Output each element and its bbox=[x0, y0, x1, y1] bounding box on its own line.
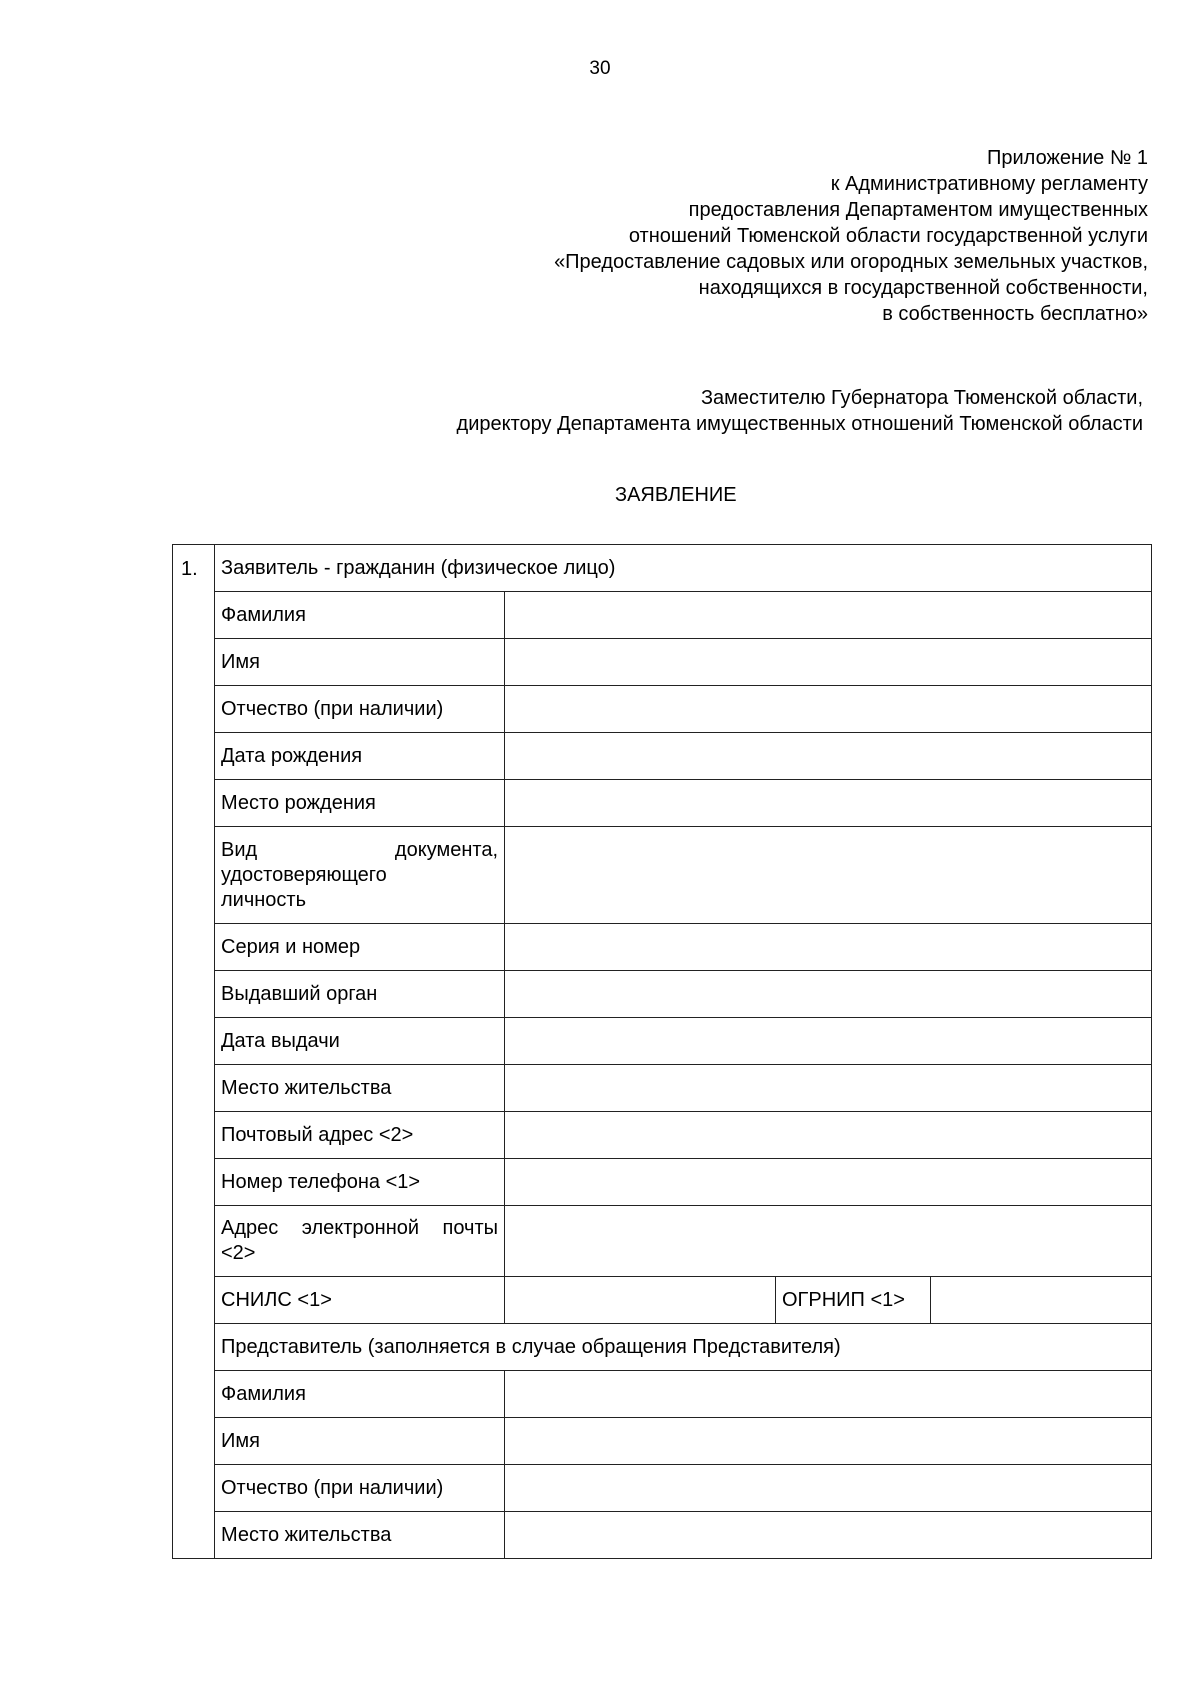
addressee-block bbox=[243, 385, 1143, 437]
rep-input-residence[interactable] bbox=[505, 1512, 1152, 1559]
field-label-birth-date: Дата рождения bbox=[215, 733, 505, 780]
rep-label-name: Имя bbox=[215, 1418, 505, 1465]
field-input-surname[interactable] bbox=[505, 592, 1152, 639]
field-input-name[interactable] bbox=[505, 639, 1152, 686]
field-label-phone: Номер телефона <1> bbox=[215, 1159, 505, 1206]
appendix-header bbox=[328, 145, 1148, 327]
field-input-birth-date[interactable] bbox=[505, 733, 1152, 780]
applicant-header-row bbox=[173, 545, 1152, 592]
field-label-ogrnip: ОГРНИП <1> bbox=[776, 1277, 931, 1324]
field-label-surname: Фамилия bbox=[215, 592, 505, 639]
id-document-label-line: личность bbox=[221, 888, 307, 911]
form-row bbox=[173, 780, 1152, 827]
field-input-series-number[interactable] bbox=[505, 924, 1152, 971]
field-label-email: Адрес электронной почты <2> bbox=[215, 1206, 505, 1277]
form-row bbox=[173, 1159, 1152, 1206]
application-form-table bbox=[172, 544, 1152, 1559]
appendix-line: отношений Тюменской области государственной услуги bbox=[628, 225, 1148, 247]
field-input-patronymic[interactable] bbox=[505, 686, 1152, 733]
appendix-line: «Предоставление садовых или огородных земельных участков, bbox=[554, 251, 1148, 273]
representative-header-row bbox=[173, 1324, 1152, 1371]
field-label-id-document bbox=[215, 827, 505, 924]
form-row bbox=[173, 971, 1152, 1018]
field-input-birth-place[interactable] bbox=[505, 780, 1152, 827]
appendix-line: к Административному регламенту bbox=[830, 173, 1148, 195]
field-label-postal-address: Почтовый адрес <2> bbox=[215, 1112, 505, 1159]
form-row bbox=[173, 1371, 1152, 1418]
rep-input-name[interactable] bbox=[505, 1418, 1152, 1465]
form-row bbox=[173, 1018, 1152, 1065]
field-input-email[interactable] bbox=[505, 1206, 1152, 1277]
field-input-phone[interactable] bbox=[505, 1159, 1152, 1206]
field-label-snils: СНИЛС <1> bbox=[215, 1277, 505, 1324]
form-row bbox=[173, 1418, 1152, 1465]
field-label-name: Имя bbox=[215, 639, 505, 686]
appendix-line: в собственность бесплатно» bbox=[882, 303, 1148, 325]
form-row bbox=[173, 1512, 1152, 1559]
field-label-patronymic: Отчество (при наличии) bbox=[215, 686, 505, 733]
id-document-label-word: документа, bbox=[394, 838, 498, 861]
representative-section-header: Представитель (заполняется в случае обращения Представителя) bbox=[215, 1324, 1152, 1371]
addressee-line: Заместителю Губернатора Тюменской области, bbox=[700, 387, 1143, 409]
field-label-birth-place: Место рождения bbox=[215, 780, 505, 827]
field-input-issue-date[interactable] bbox=[505, 1018, 1152, 1065]
section-number: 1. bbox=[173, 545, 215, 1559]
appendix-line: предоставления Департаментом имущественных bbox=[688, 199, 1148, 221]
form-row bbox=[173, 686, 1152, 733]
field-label-residence: Место жительства bbox=[215, 1065, 505, 1112]
form-row bbox=[173, 1465, 1152, 1512]
form-row bbox=[173, 827, 1152, 924]
rep-label-patronymic: Отчество (при наличии) bbox=[215, 1465, 505, 1512]
applicant-section-header: Заявитель - гражданин (физическое лицо) bbox=[215, 545, 1152, 592]
rep-label-surname: Фамилия bbox=[215, 1371, 505, 1418]
page-number: 30 bbox=[589, 58, 611, 79]
field-input-snils[interactable] bbox=[505, 1277, 776, 1324]
form-row bbox=[173, 924, 1152, 971]
form-row bbox=[173, 1065, 1152, 1112]
id-document-label-line: удостоверяющего bbox=[221, 863, 387, 886]
rep-input-surname[interactable] bbox=[505, 1371, 1152, 1418]
form-row bbox=[173, 639, 1152, 686]
field-label-series-number: Серия и номер bbox=[215, 924, 505, 971]
form-row bbox=[173, 592, 1152, 639]
field-input-residence[interactable] bbox=[505, 1065, 1152, 1112]
field-input-ogrnip[interactable] bbox=[931, 1277, 1152, 1324]
field-label-issuing-authority: Выдавший орган bbox=[215, 971, 505, 1018]
form-row bbox=[173, 1277, 1152, 1324]
document-title: ЗАЯВЛЕНИЕ bbox=[615, 484, 737, 506]
field-input-id-document[interactable] bbox=[505, 827, 1152, 924]
addressee-line: директору Департамента имущественных отношений Тюменской области bbox=[456, 413, 1143, 435]
form-row bbox=[173, 1206, 1152, 1277]
id-document-label-line bbox=[221, 838, 498, 863]
field-label-issue-date: Дата выдачи bbox=[215, 1018, 505, 1065]
rep-label-residence: Место жительства bbox=[215, 1512, 505, 1559]
id-document-label-word: Вид bbox=[221, 838, 258, 861]
field-input-issuing-authority[interactable] bbox=[505, 971, 1152, 1018]
rep-input-patronymic[interactable] bbox=[505, 1465, 1152, 1512]
form-row bbox=[173, 733, 1152, 780]
field-input-postal-address[interactable] bbox=[505, 1112, 1152, 1159]
form-row bbox=[173, 1112, 1152, 1159]
appendix-line: Приложение № 1 bbox=[987, 147, 1148, 169]
appendix-line: находящихся в государственной собственности, bbox=[698, 277, 1148, 299]
